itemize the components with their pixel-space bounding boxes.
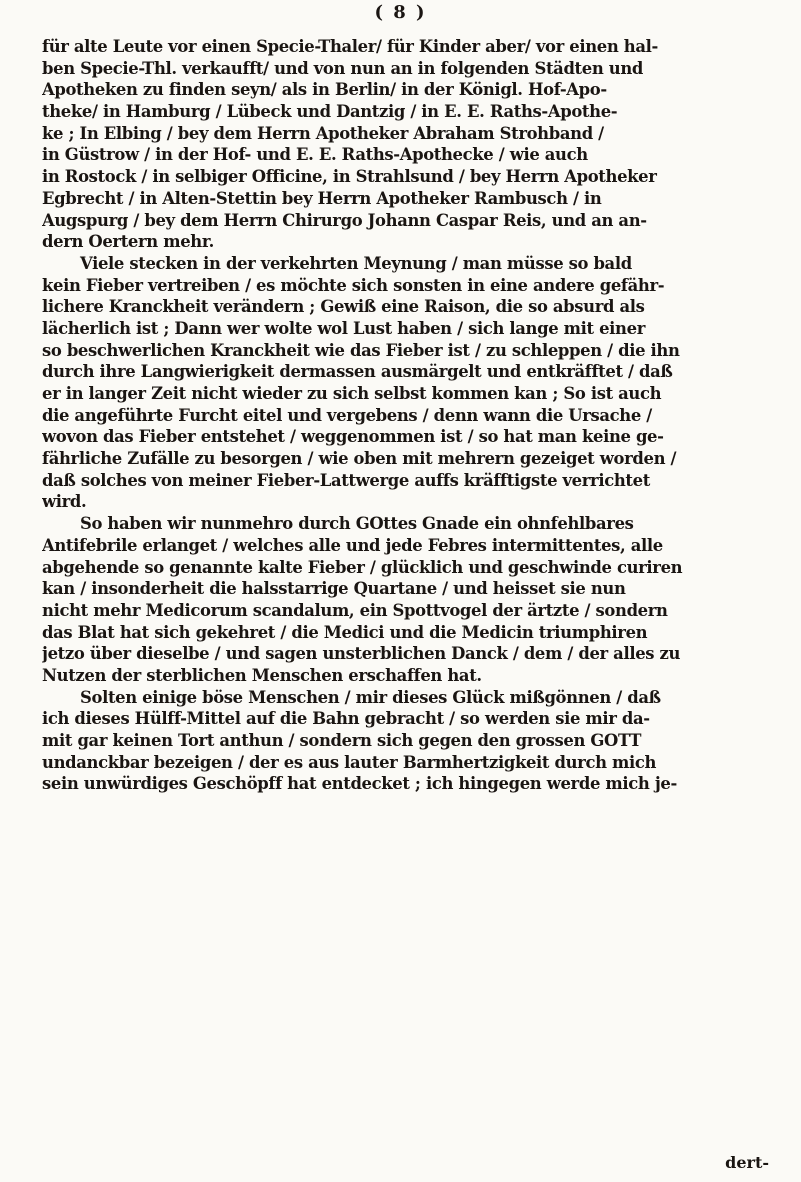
text-line: Nutzen der sterblichen Menschen erschaffen hat. [42,665,482,685]
text-line: Antifebrile erlanget / welches alle und jede Febres intermittentes, alle [42,535,663,555]
text-line: das Blat hat sich gekehret / die Medici und die Medicin triumphiren [42,622,648,642]
text-line: lichere Kranckheit verändern ; Gewiß eine Raison, die so absurd als [42,297,645,317]
text-line: theke/ in Hamburg / Lübeck und Dantzig / in E. E. Raths-Apothe- [42,102,618,122]
page-number-header: ( 8 ) [374,2,427,23]
text-line: jetzo über dieselbe / und sagen unsterblichen Danck / dem / der alles zu [42,644,681,664]
text-line: lächerlich ist ; Dann wer wolte wol Lust haben / sich lange mit einer [42,318,645,338]
text-line: ben Specie-Thl. verkaufft/ und von nun an in folgenden Städten und [42,58,644,78]
text-line: in Güstrow / in der Hof- und E. E. Raths-Apothecke / wie auch [42,145,588,165]
text-line: ke ; In Elbing / bey dem Herrn Apotheker Abraham Strohband / [42,123,604,143]
text-line: so beschwerlichen Kranckheit wie das Fieber ist / zu schleppen / die ihn [42,340,680,360]
paragraph-start-line: Viele stecken in der verkehrten Meynung / man müsse so bald [80,253,632,273]
text-line: kan / insonderheit die halsstarrige Quartane / und heisset sie nun [42,579,626,599]
text-line: für alte Leute vor einen Specie-Thaler/ für Kinder aber/ vor einen hal- [42,37,658,56]
text-line: daß solches von meiner Fieber-Lattwerge auffs kräfftigste verrichtet [42,470,650,490]
text-line: die angeführte Furcht eitel und vergebens / denn wann die Ursache / [42,405,652,425]
text-line: wird. [42,492,87,512]
body-text [42,36,780,795]
text-line: durch ihre Langwierigkeit dermassen ausmärgelt und entkräfftet / daß [42,362,673,382]
text-line: Apotheken zu finden seyn/ als in Berlin/ in der Königl. Hof-Apo- [42,80,607,100]
text-line: er in langer Zeit nicht wieder zu sich selbst kommen kan ; So ist auch [42,384,662,403]
text-line: kein Fieber vertreiben / es möchte sich sonsten in eine andere gefähr- [42,275,665,295]
text-line: Egbrecht / in Alten-Stettin bey Herrn Apotheker Rambusch / in [42,188,602,208]
catchword: dert- [725,1153,769,1172]
text-line: sein unwürdiges Geschöpff hat entdecket ; ich hingegen werde mich je- [42,774,677,794]
text-line: wovon das Fieber entstehet / weggenommen ist / so hat man keine ge- [42,427,664,447]
text-line: dern Oertern mehr. [42,232,214,252]
text-line: in Rostock / in selbiger Officine, in Strahlsund / bey Herrn Apotheker [42,167,657,187]
text-line: abgehende so genannte kalte Fieber / glücklich und geschwinde curiren [42,557,683,577]
text-line: mit gar keinen Tort anthun / sondern sich gegen den grossen GOTT [42,731,642,750]
paragraph-start-line: Solten einige böse Menschen / mir dieses Glück mißgönnen / daß [80,687,661,707]
text-line: ich dieses Hülff-Mittel auf die Bahn gebracht / so werden sie mir da- [42,709,650,729]
text-line: undanckbar bezeigen / der es aus lauter Barmhertzigkeit durch mich [42,752,657,772]
text-line: nicht mehr Medicorum scandalum, ein Spottvogel der ärtzte / sondern [42,600,668,620]
paragraph-start-line: So haben wir nunmehro durch GOttes Gnade ein ohnfehlbares [80,514,634,534]
text-line: Augspurg / bey dem Herrn Chirurgo Johann Caspar Reis, und an an- [42,210,647,230]
text-line: fährliche Zufälle zu besorgen / wie oben mit mehrern gezeiget worden / [42,449,677,469]
